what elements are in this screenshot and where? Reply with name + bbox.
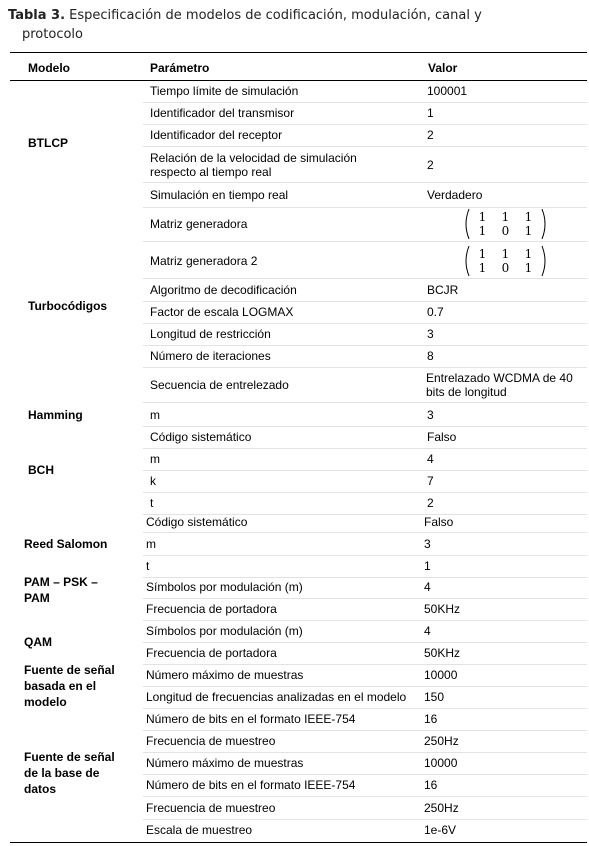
parameter-cell: Tiempo límite de simulación bbox=[150, 84, 299, 98]
parameter-cell: Identificador del receptor bbox=[150, 128, 283, 142]
parameter-cell: Frecuencia de muestreo bbox=[146, 801, 276, 815]
parameter-cell: Número máximo de muestras bbox=[146, 756, 304, 770]
value-cell: 4 bbox=[424, 624, 431, 638]
matrix-entry: 1 bbox=[524, 210, 533, 224]
parameter-cell: Matriz generadora bbox=[150, 217, 248, 231]
matrix-entry: 1 bbox=[478, 210, 487, 224]
parameter-cell: Frecuencia de portadora bbox=[146, 602, 277, 616]
model-label-line: PAM – PSK – bbox=[24, 575, 98, 589]
model-label bbox=[24, 634, 52, 650]
parameter-cell: Longitud de frecuencias analizadas en el modelo bbox=[146, 690, 407, 704]
parameter-cell: t bbox=[150, 496, 154, 510]
parameter-cell: Frecuencia de portadora bbox=[146, 646, 277, 660]
table-top-rule bbox=[10, 52, 587, 53]
matrix-entry: 0 bbox=[501, 224, 510, 238]
model-label-line: Fuente de señal bbox=[24, 663, 115, 677]
model-label-line: PAM bbox=[24, 591, 50, 605]
row-divider bbox=[143, 402, 587, 403]
value-cell: 16 bbox=[424, 712, 438, 726]
model-label-line: de la base de bbox=[24, 766, 100, 780]
caption-text-line2: protocolo bbox=[22, 27, 83, 42]
matrix-entry: 1 bbox=[501, 210, 510, 224]
value-cell: 10000 bbox=[424, 668, 458, 682]
value-cell: 3 bbox=[427, 408, 434, 422]
parameter-cell: Código sistemático bbox=[150, 430, 252, 444]
row-divider bbox=[143, 146, 587, 147]
parameter-cell: Número máximo de muestras bbox=[146, 668, 304, 682]
matrix-entry: 1 bbox=[501, 247, 510, 261]
parameter-cell: Frecuencia de muestreo bbox=[146, 734, 276, 748]
parameter-cell: m bbox=[150, 408, 160, 422]
value-cell: 3 bbox=[424, 537, 431, 551]
value-cell: 2 bbox=[427, 496, 434, 510]
parameter-cell: Simulación en tiempo real bbox=[150, 188, 289, 202]
value-cell: 1e-6V bbox=[424, 823, 457, 837]
model-label bbox=[24, 662, 115, 710]
matrix-bracket-left bbox=[462, 244, 471, 278]
parameter-cell: Número de bits en el formato IEEE-754 bbox=[146, 778, 356, 792]
generator-matrix bbox=[462, 244, 549, 278]
model-label bbox=[24, 749, 115, 797]
model-label-line: Hamming bbox=[28, 408, 83, 422]
parameter-cell: t bbox=[146, 559, 150, 573]
value-cell: 7 bbox=[427, 474, 434, 488]
value-cell: 1 bbox=[427, 106, 434, 120]
value-cell: 1 bbox=[424, 559, 431, 573]
value-cell: 250Hz bbox=[424, 734, 459, 748]
value-cell: BCJR bbox=[427, 283, 459, 297]
parameter-cell: Relación de la velocidad de simulación respecto al tiempo real bbox=[150, 151, 357, 179]
model-label-line: basada en el bbox=[24, 679, 97, 693]
parameter-cell: Longitud de restricción bbox=[150, 327, 271, 341]
value-cell: Falso bbox=[427, 430, 457, 444]
matrix-entry: 1 bbox=[478, 261, 487, 275]
parameter-cell: Escala de muestreo bbox=[146, 823, 253, 837]
parameter-cell: Algoritmo de decodificación bbox=[150, 283, 297, 297]
matrix-bracket-right bbox=[540, 207, 549, 241]
caption-label: Tabla 3. bbox=[8, 8, 66, 23]
parameter-cell: k bbox=[150, 474, 156, 488]
value-cell: 2 bbox=[427, 158, 434, 172]
value-cell: 50KHz bbox=[424, 646, 461, 660]
model-label bbox=[28, 462, 54, 478]
parameter-cell: Código sistemático bbox=[146, 515, 248, 529]
matrix-bracket-left bbox=[462, 207, 471, 241]
matrix-entry: 1 bbox=[478, 247, 487, 261]
model-label-line: Turbocódigos bbox=[28, 299, 108, 313]
parameter-cell: Símbolos por modulación (m) bbox=[146, 580, 303, 594]
value-cell: Entrelazado WCDMA de 40 bits de longitud bbox=[426, 371, 573, 399]
value-cell: Verdadero bbox=[427, 188, 483, 202]
model-label-line: BCH bbox=[28, 463, 54, 477]
parameter-cell: Factor de escala LOGMAX bbox=[150, 305, 294, 319]
value-cell: 4 bbox=[427, 452, 434, 466]
value-cell: Falso bbox=[424, 515, 454, 529]
value-cell: 16 bbox=[424, 778, 438, 792]
header-parameter: Parámetro bbox=[150, 61, 210, 75]
header-value: Valor bbox=[428, 61, 458, 75]
parameter-cell: Número de iteraciones bbox=[150, 349, 271, 363]
matrix-bracket-right bbox=[540, 244, 549, 278]
value-cell: 4 bbox=[424, 580, 431, 594]
model-label bbox=[24, 536, 107, 552]
matrix-entry: 1 bbox=[524, 247, 533, 261]
model-label-line: Fuente de señal bbox=[24, 750, 115, 764]
value-cell: 3 bbox=[427, 327, 434, 341]
matrix-entry: 1 bbox=[478, 224, 487, 238]
value-cell: 150 bbox=[424, 690, 445, 704]
model-label-line: Reed Salomon bbox=[24, 537, 108, 551]
parameter-cell: m bbox=[150, 452, 160, 466]
parameter-cell: Matriz generadora 2 bbox=[150, 254, 258, 268]
header-model: Modelo bbox=[28, 61, 70, 75]
table-caption bbox=[8, 6, 548, 44]
model-label-line: datos bbox=[24, 782, 57, 796]
caption-text-line1: Especificación de modelos de codificación, modulación, canal y bbox=[69, 8, 482, 23]
table-bottom-rule bbox=[10, 842, 587, 843]
model-label bbox=[28, 407, 83, 423]
value-cell: 2 bbox=[427, 128, 434, 142]
parameter-cell: Número de bits en el formato IEEE-754 bbox=[146, 712, 356, 726]
matrix-entry: 1 bbox=[524, 224, 533, 238]
parameter-cell: Identificador del transmisor bbox=[150, 106, 295, 120]
model-label-line: QAM bbox=[24, 635, 52, 649]
model-label bbox=[28, 135, 68, 151]
value-cell: 0.7 bbox=[427, 305, 444, 319]
parameter-cell: Secuencia de entrelezado bbox=[150, 378, 289, 392]
matrix-entry: 1 bbox=[524, 261, 533, 275]
parameter-cell: Símbolos por modulación (m) bbox=[146, 624, 303, 638]
value-cell: 8 bbox=[427, 349, 434, 363]
model-label-line: modelo bbox=[24, 695, 67, 709]
matrix-entry: 0 bbox=[501, 261, 510, 275]
value-cell: 50KHz bbox=[424, 602, 461, 616]
value-cell: 100001 bbox=[427, 84, 468, 98]
row-divider bbox=[143, 241, 587, 242]
value-cell: 10000 bbox=[424, 756, 458, 770]
value-cell: 250Hz bbox=[424, 801, 459, 815]
model-label bbox=[24, 574, 98, 606]
model-label bbox=[28, 298, 107, 314]
generator-matrix bbox=[462, 207, 549, 241]
model-label-line: BTLCP bbox=[28, 136, 68, 150]
parameter-cell: m bbox=[146, 537, 156, 551]
